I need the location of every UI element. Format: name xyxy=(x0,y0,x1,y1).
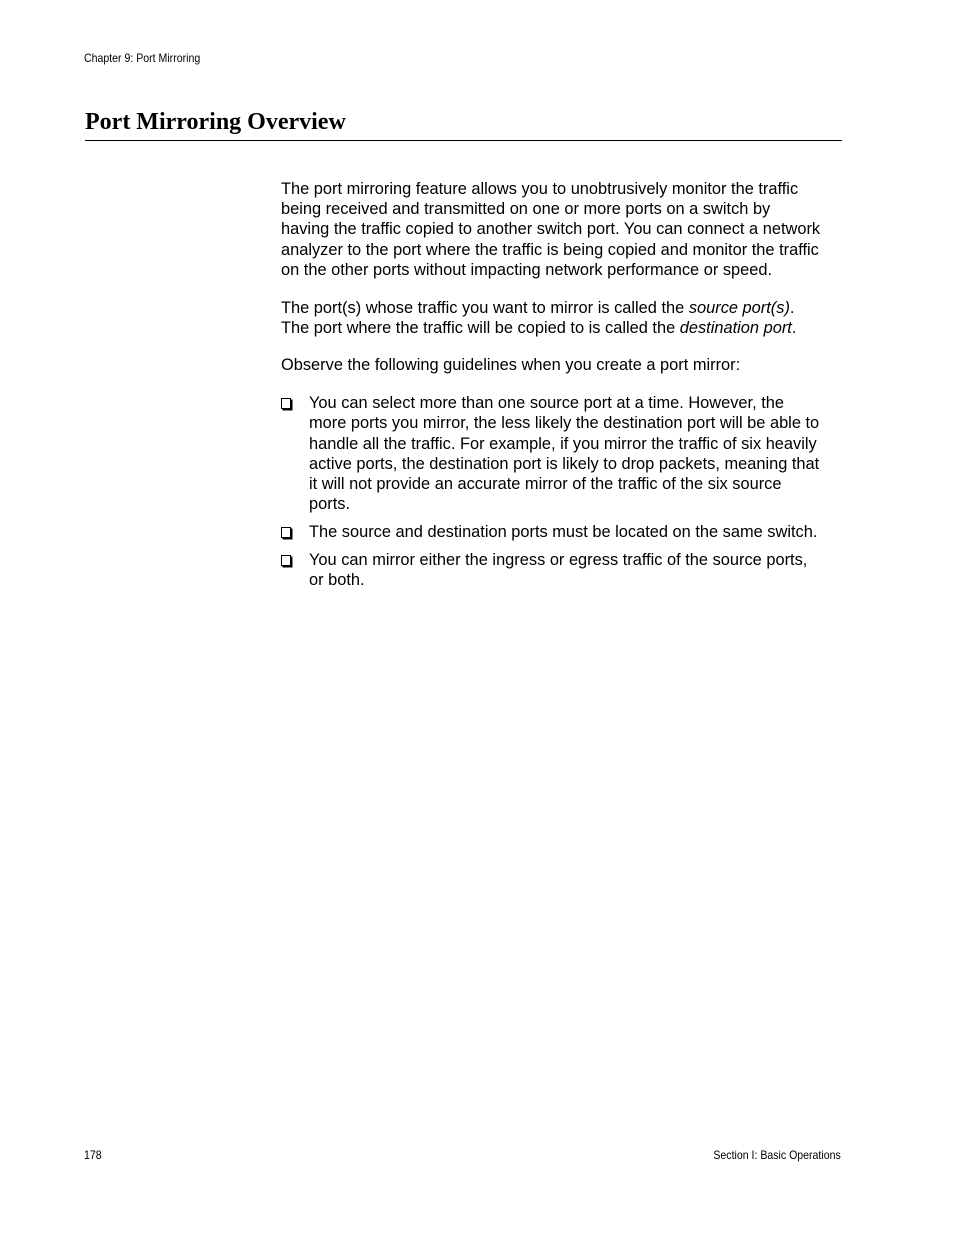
text-fragment: The port(s) whose traffic you want to mirror is called the xyxy=(281,298,689,317)
text-line: it will not provide an accurate mirror of the traffic of the six source xyxy=(309,474,782,493)
text-line: on the other ports without impacting network performance or speed. xyxy=(281,260,773,279)
list-item xyxy=(281,522,843,542)
text-line: active ports, the destination port is likely to drop packets, meaning that xyxy=(309,454,820,473)
text-line: being received and transmitted on one or more ports on a switch by xyxy=(281,200,771,219)
guidelines-list xyxy=(281,393,843,590)
text-line: The port mirroring feature allows you to unobtrusively monitor the traffic xyxy=(281,180,799,198)
list-item xyxy=(281,393,843,514)
checkbox-bullet-icon xyxy=(281,398,291,409)
text-line xyxy=(281,318,843,338)
body-text xyxy=(281,179,843,597)
term-destination-port: destination port xyxy=(679,318,792,337)
text-line: or both. xyxy=(309,570,365,589)
text-fragment: . xyxy=(789,298,795,317)
text-fragment: The port where the traffic will be copied to is called the xyxy=(281,318,680,337)
text-line: more ports you mirror, the less likely the destination port will be able to xyxy=(309,414,820,433)
intro-paragraph xyxy=(281,179,843,280)
text-line: The source and destination ports must be located on the same switch. xyxy=(309,522,818,541)
text-line: analyzer to the port where the traffic is being copied and monitor the traffic xyxy=(281,240,819,259)
checkbox-bullet-icon xyxy=(281,555,291,566)
text-line: You can mirror either the ingress or egress traffic of the source ports, xyxy=(309,550,808,569)
checkbox-bullet-icon xyxy=(281,527,291,538)
text-line: You can select more than one source port at a time. However, the xyxy=(309,394,784,413)
text-line: having the traffic copied to another switch port. You can connect a network xyxy=(281,220,821,239)
list-item xyxy=(281,550,843,590)
text-line: ports. xyxy=(309,495,350,514)
definitions-paragraph xyxy=(281,298,843,338)
running-header: Chapter 9: Port Mirroring xyxy=(84,51,201,65)
guidelines-intro-paragraph: Observe the following guidelines when you create a port mirror: xyxy=(281,356,741,375)
text-line xyxy=(281,298,843,318)
running-footer-section: Section I: Basic Operations xyxy=(713,1148,841,1162)
text-line: handle all the traffic. For example, if you mirror the traffic of six heavily xyxy=(309,434,817,453)
term-source-port: source port(s) xyxy=(688,298,790,317)
page-number: 178 xyxy=(84,1148,102,1162)
text-fragment: . xyxy=(791,318,797,337)
section-title: Port Mirroring Overview xyxy=(85,107,842,141)
